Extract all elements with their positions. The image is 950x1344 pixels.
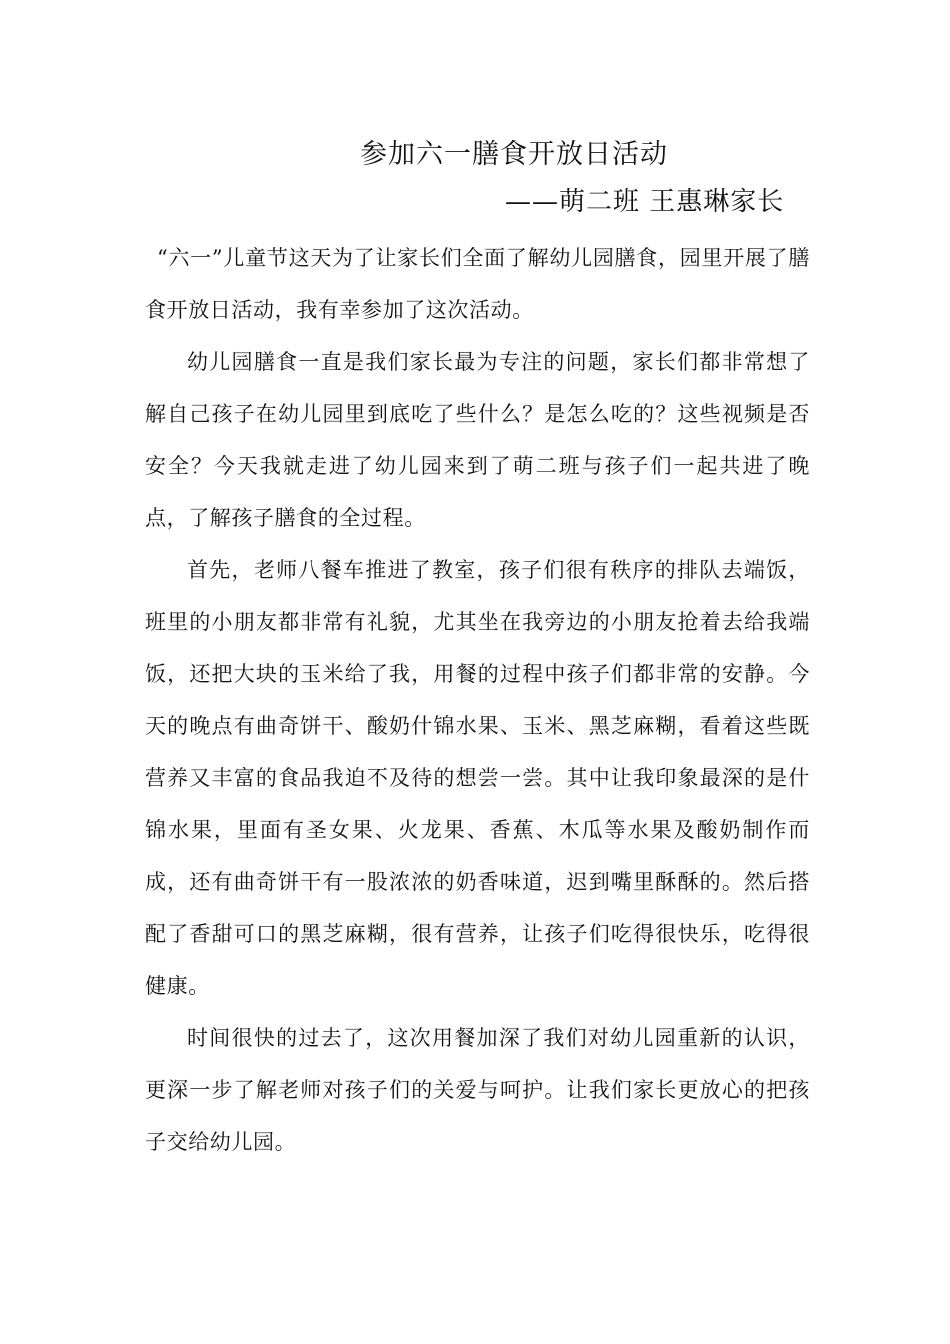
document-title: 参加六一膳食开放日活动 [360,139,668,170]
paragraph-2: 幼儿园膳食一直是我们家长最为专注的问题，家长们都非常想了解自己孩子在幼儿园里到底吃了些什么？是怎么吃的？这些视频是否安全？今天我就走进了幼儿园来到了萌二班与孩子们一起共进了晚点，了解孩子膳食的全过程。 [145,350,810,530]
paragraph-1: “六一”儿童节这天为了让家长们全面了解幼儿园膳食，园里开展了膳食开放日活动，我有幸参加了这次活动。 [145,246,810,322]
paragraph-3: 首先，老师八餐车推进了教室，孩子们很有秩序的排队去端饭，班里的小朋友都非常有礼貌，尤其坐在我旁边的小朋友抢着去给我端饭，还把大块的玉米给了我，用餐的过程中孩子们都非常的安静。今天的晚点有曲奇饼干、酸奶什锦水果、玉米、黑芝麻糊，看着这些既营养又丰富的食品我迫不及待的想尝一尝。其中让我印象最深的是什锦水果，里面有圣女果、火龙果、香蕉、木瓜等水果及酸奶制作而成，还有曲奇饼干有一股浓浓的奶香味道，迟到嘴里酥酥的。然后搭配了香甜可口的黑芝麻糊，很有营养，让孩子们吃得很快乐，吃得很健康。 [145,558,810,998]
author-byline: ——萌二班 王惠琳家长 [505,187,785,217]
paragraph-4: 时间很快的过去了，这次用餐加深了我们对幼儿园重新的认识，更深一步了解老师对孩子们的关爱与呵护。让我们家长更放心的把孩子交给幼儿园。 [145,1026,810,1154]
document-body [145,232,810,1168]
